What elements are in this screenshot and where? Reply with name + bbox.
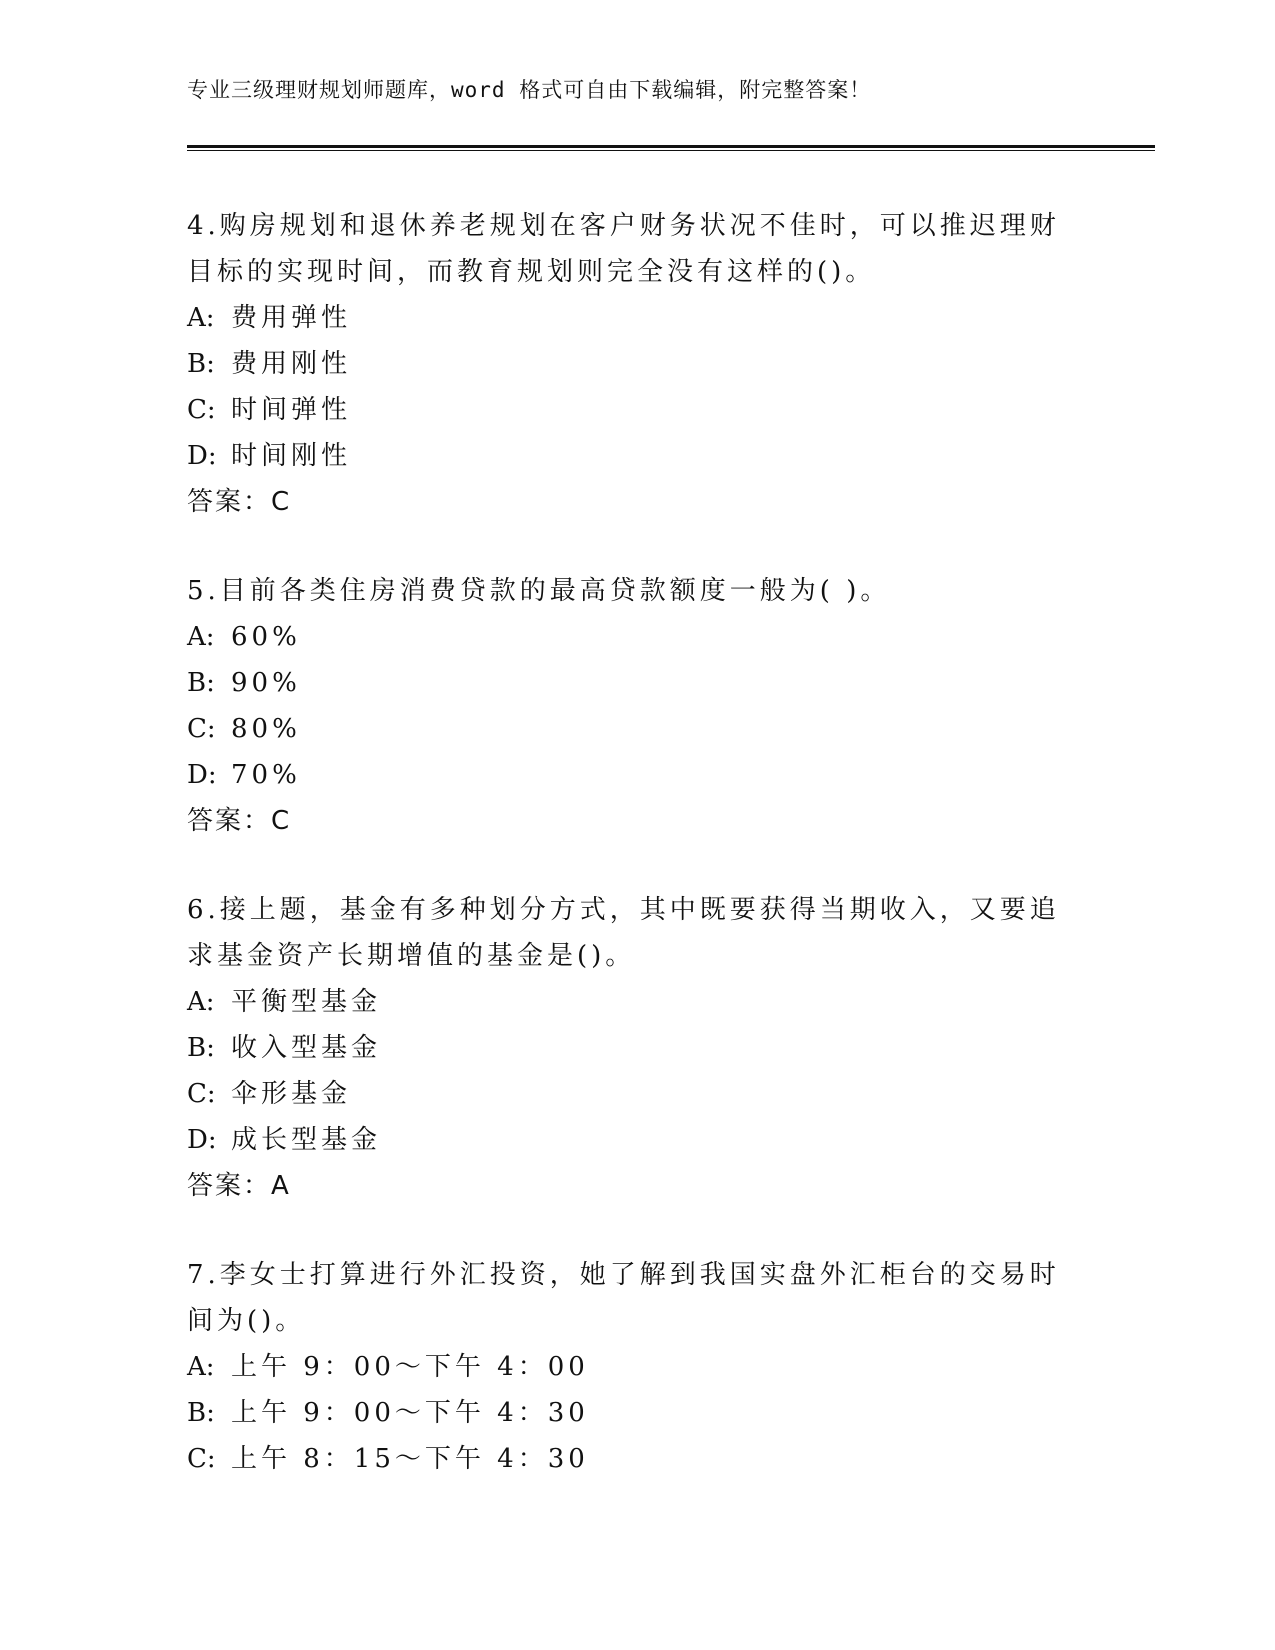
option-text: 90% (231, 668, 301, 698)
option-label: C: (187, 714, 216, 744)
answer-line: 答案：C (187, 487, 292, 517)
option-a (187, 1344, 1067, 1390)
question-stem: 7.李女士打算进行外汇投资，她了解到我国实盘外汇柜台的交易时间为()。 (187, 1260, 1060, 1336)
option-b (187, 1025, 1067, 1071)
option-label: B: (187, 1033, 215, 1063)
option-text: 收入型基金 (231, 1033, 382, 1063)
option-list (187, 614, 1067, 798)
option-text: 时间刚性 (231, 441, 352, 471)
option-text: 费用弹性 (231, 303, 352, 333)
question-stem: 4.购房规划和退休养老规划在客户财务状况不佳时，可以推迟理财目标的实现时间，而教育规划则完全没有这样的()。 (187, 211, 1060, 287)
answer-line: 答案：C (187, 806, 292, 836)
option-c (187, 1436, 1067, 1482)
option-d (187, 433, 1067, 479)
option-a (187, 979, 1067, 1025)
page-header: 专业三级理财规划师题库，word 格式可自由下载编辑，附完整答案！ (187, 78, 872, 102)
option-a (187, 295, 1067, 341)
answer-line: 答案：A (187, 1171, 291, 1201)
option-list (187, 979, 1067, 1163)
option-text: 上午 9：00～下午 4：00 (231, 1352, 589, 1382)
question-7 (187, 1252, 1067, 1482)
option-label: A: (187, 1352, 215, 1382)
header-divider (187, 145, 1155, 148)
option-c (187, 1071, 1067, 1117)
question-stem: 5.目前各类住房消费贷款的最高贷款额度一般为( )。 (187, 576, 891, 606)
option-label: C: (187, 395, 216, 425)
question-6 (187, 887, 1067, 1209)
option-label: B: (187, 1398, 215, 1428)
option-list (187, 295, 1067, 479)
question-stem: 6.接上题，基金有多种划分方式，其中既要获得当期收入，又要追求基金资产长期增值的基金是()。 (187, 895, 1060, 971)
option-a (187, 614, 1067, 660)
option-text: 上午 8：15～下午 4：30 (231, 1444, 589, 1474)
option-text: 60% (231, 622, 301, 652)
option-label: D: (187, 760, 217, 790)
option-label: C: (187, 1079, 216, 1109)
option-text: 平衡型基金 (231, 987, 382, 1017)
option-b (187, 660, 1067, 706)
question-5 (187, 568, 1067, 844)
option-label: A: (187, 987, 215, 1017)
option-text: 上午 9：00～下午 4：30 (231, 1398, 589, 1428)
option-label: A: (187, 303, 215, 333)
option-list (187, 1344, 1067, 1482)
option-label: C: (187, 1444, 216, 1474)
header-divider-thin (187, 150, 1155, 151)
option-label: A: (187, 622, 215, 652)
question-4 (187, 203, 1067, 525)
option-b (187, 1390, 1067, 1436)
question-list (187, 203, 1067, 1525)
option-label: D: (187, 1125, 217, 1155)
option-c (187, 706, 1067, 752)
option-label: D: (187, 441, 217, 471)
option-text: 成长型基金 (231, 1125, 382, 1155)
option-text: 费用刚性 (231, 349, 352, 379)
option-label: B: (187, 349, 215, 379)
option-b (187, 341, 1067, 387)
option-c (187, 387, 1067, 433)
option-text: 时间弹性 (231, 395, 352, 425)
option-text: 80% (231, 714, 301, 744)
option-text: 伞形基金 (231, 1079, 352, 1109)
option-d (187, 752, 1067, 798)
option-d (187, 1117, 1067, 1163)
option-text: 70% (231, 760, 301, 790)
option-label: B: (187, 668, 215, 698)
